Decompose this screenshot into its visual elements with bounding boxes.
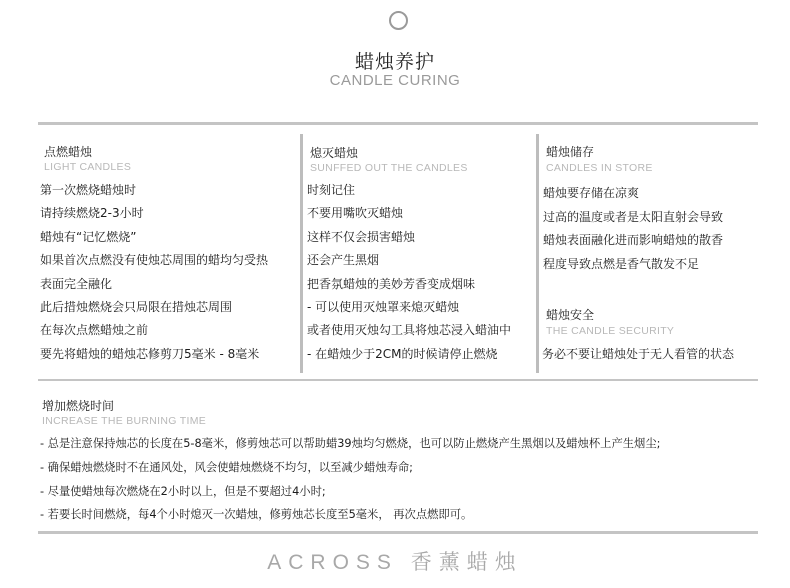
light-section-subtitle: LIGHT CANDLES [44, 161, 132, 173]
list-item: 此后措烛燃烧会只局限在措烛芯周围 [40, 299, 233, 314]
list-item: 蜡烛有“记忆燃烧” [40, 229, 137, 244]
list-item: 务必不要让蜡烛处于无人看管的状态 [542, 347, 735, 361]
list-item: 时刻记住 [307, 183, 356, 197]
list-item: - 尽量使蜡烛每次燃烧在2小时以上，但是不要超过4小时; [40, 484, 326, 498]
column-divider [536, 134, 539, 373]
list-item: 还会产生黑烟 [307, 253, 380, 268]
list-item: 要先将蜡烛的蜡烛芯修剪刀5毫米 - 8毫米 [40, 346, 260, 361]
increase-section-list [40, 432, 660, 527]
list-item: 或者使用灭烛勾工具将烛芯浸入蜡油中 [307, 323, 512, 338]
ring-icon [389, 11, 408, 30]
list-item: 请持续燃烧2-3小时 [40, 206, 144, 221]
security-section-subtitle: THE CANDLE SECURITY [546, 325, 675, 337]
security-section-title: 蜡烛安全 [546, 308, 595, 322]
list-item: 蜡烛表面融化进而影响蜡烛的散香 [543, 233, 724, 248]
page-subtitle: CANDLE CURING [329, 72, 461, 89]
light-section-list [40, 179, 268, 366]
security-section-list [542, 343, 734, 367]
list-item: - 总是注意保持烛芯的长度在5-8毫米，修剪烛芯可以帮助蜡39烛均匀燃烧，也可以防止燃烧产生黑烟以及蜡烛杯上产生烟尘; [40, 437, 661, 450]
top-divider [38, 122, 758, 125]
list-item: - 若要长时间燃烧，每4个小时熄灭一次蜡烛，修剪烛芯长度至5毫米， 再次点燃即可。 [40, 508, 473, 522]
snuff-section-subtitle: SUNFFED OUT THE CANDLES [310, 162, 468, 174]
bottom-divider [38, 531, 758, 534]
light-section-title: 点燃蜡烛 [44, 145, 93, 159]
list-item: - 在蜡烛少于2CM的时候请停止燃烧 [307, 346, 498, 361]
list-item: 如果首次点燃没有使烛芯周围的蜡均匀受热 [40, 253, 269, 268]
list-item: - 确保蜡烛燃烧时不在通风处，风会使蜡烛燃烧不均匀，以至减少蜡烛寿命; [40, 460, 413, 474]
list-item: 蜡烛要存储在凉爽 [543, 186, 640, 200]
page-title: 蜡烛养护 [354, 51, 435, 73]
column-divider [300, 134, 303, 373]
snuff-section-list [307, 179, 511, 366]
list-item: 表面完全融化 [40, 276, 113, 291]
list-item: 这样不仅会损害蜡烛 [307, 229, 416, 244]
store-section-list [543, 182, 723, 276]
middle-divider [38, 379, 758, 381]
increase-section-title: 增加燃烧时间 [42, 399, 115, 413]
store-section-title: 蜡烛储存 [546, 145, 595, 159]
list-item: 把香氛蜡烛的美妙芳香变成烟味 [307, 276, 476, 291]
list-item: 不要用嘴吹灭蜡烛 [307, 206, 404, 221]
list-item: 过高的温度或者是太阳直射会导致 [543, 209, 724, 224]
footer-brand: ACROSS 香薰蜡烛 [267, 551, 523, 574]
list-item: 程度导致点燃是香气散发不足 [543, 256, 700, 271]
store-section-subtitle: CANDLES IN STORE [546, 162, 653, 174]
snuff-section-title: 熄灭蜡烛 [310, 146, 359, 160]
increase-section-subtitle: INCREASE THE BURNING TIME [42, 415, 207, 427]
list-item: 第一次燃烧蜡烛时 [40, 183, 137, 197]
list-item: - 可以使用灭烛罩来熄灭蜡烛 [307, 299, 460, 314]
list-item: 在每次点燃蜡烛之前 [40, 323, 149, 338]
